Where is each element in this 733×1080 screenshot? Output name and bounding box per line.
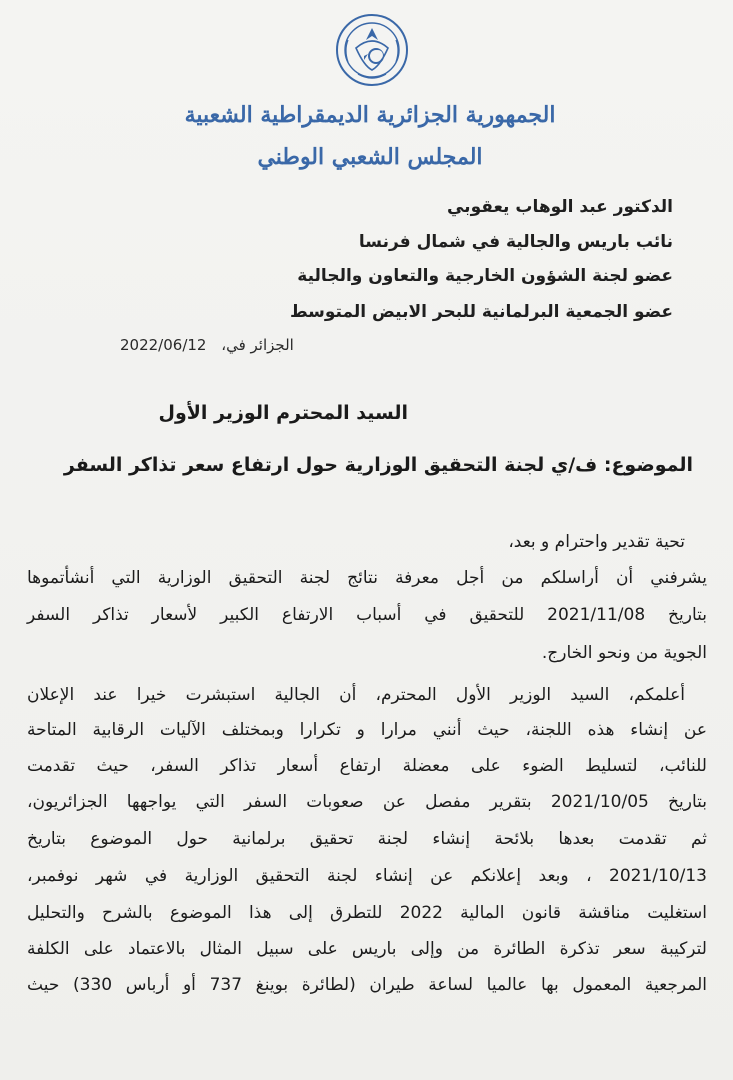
subject-line: الموضوع: ف/ي لجنة التحقيق الوزارية حول ارتفاع سعر تذاكر السفر xyxy=(63,454,693,476)
sender-role-1: نائب باريس والجالية في شمال فرنسا xyxy=(358,232,673,252)
assembly-heading: المجلس الشعبي الوطني xyxy=(257,144,483,170)
body-line: عن إنشاء هذه اللجنة، حيث أنني مرارا و تكرارا وبمختلف الآليات الرقابية المتاحة xyxy=(27,720,707,740)
dateline xyxy=(120,336,294,354)
state-seal-icon xyxy=(334,10,410,94)
body-line: يشرفني أن أراسلكم من أجل معرفة نتائج لجنة التحقيق الوزارية التي أنشأتموها xyxy=(27,568,707,588)
body-line: بتاريخ 2021/10/05 بتقرير مفصل عن صعوبات السفر التي يواجهها الجزائريون، xyxy=(27,792,707,812)
dateline-city: الجزائر في، xyxy=(221,336,294,354)
body-line: استغليت مناقشة قانون المالية 2022 للتطرق إلى هذا الموضوع بالشرح والتحليل xyxy=(27,903,707,923)
body-line: لتركيبة سعر تذكرة الطائرة من وإلى باريس على سبيل المثال بالاعتماد على الكلفة xyxy=(27,939,707,959)
dateline-date: 2022/06/12 xyxy=(120,336,207,354)
body-line: تحية تقدير واحترام و بعد، xyxy=(508,532,685,552)
body-line: الجوية من ونحو الخارج. xyxy=(541,643,707,663)
body-line: 2021/10/13 ، وبعد إعلانكم عن إنشاء لجنة التحقيق الوزارية في شهر نوفمبر، xyxy=(27,866,707,886)
sender-name: الدكتور عبد الوهاب يعقوبي xyxy=(446,197,673,217)
sender-role-3: عضو الجمعية البرلمانية للبحر الابيض المتوسط xyxy=(289,302,673,322)
republic-heading: الجمهورية الجزائرية الديمقراطية الشعبية xyxy=(184,102,556,128)
body-line: ثم تقدمت بعدها بلائحة إنشاء لجنة تحقيق برلمانية حول الموضوع بتاريخ xyxy=(27,829,707,849)
body-line: المرجعية المعمول بها عالميا لساعة طيران (لطائرة بوينغ 737 أو أرباس 330) حيث xyxy=(27,975,707,995)
addressee: السيد المحترم الوزير الأول xyxy=(158,402,408,424)
body-line: للنائب، لتسليط الضوء على معضلة ارتفاع أسعار تذاكر السفر، حيث تقدمت xyxy=(27,756,707,776)
body-line: أعلمكم، السيد الوزير الأول المحترم، أن الجالية استبشرت خيرا عند الإعلان xyxy=(27,685,685,705)
sender-role-2: عضو لجنة الشؤون الخارجية والتعاون والجالية xyxy=(297,266,673,286)
body-line: بتاريخ 2021/11/08 للتحقيق في أسباب الارتفاع الكبير لأسعار تذاكر السفر xyxy=(27,605,707,625)
